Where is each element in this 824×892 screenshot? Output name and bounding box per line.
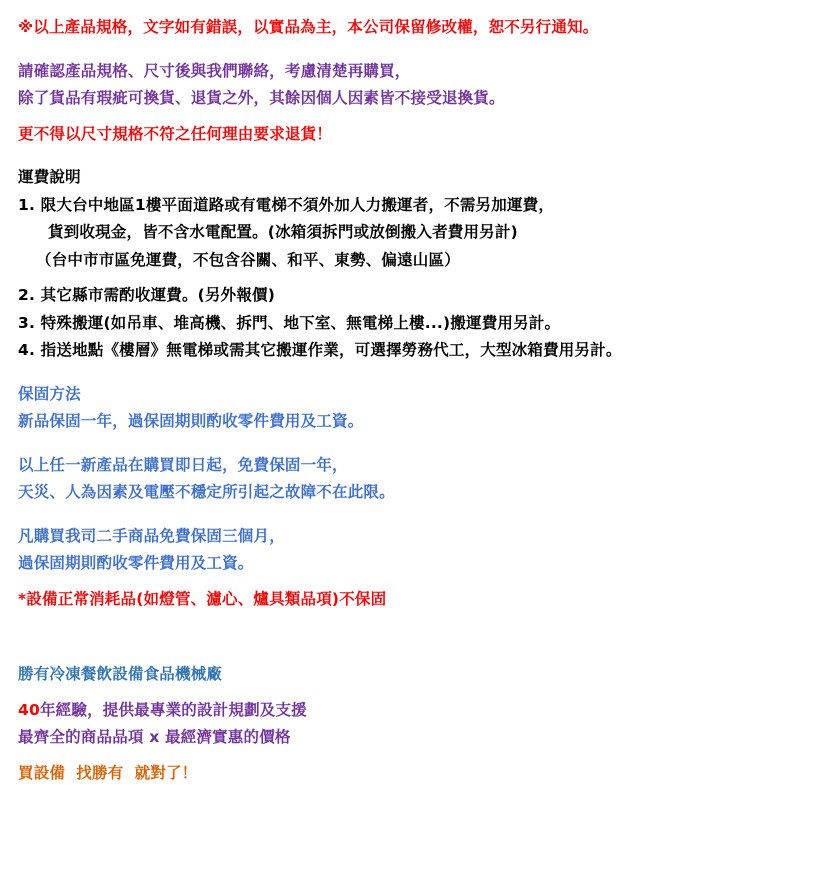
spacer-after-notice <box>0 36 824 64</box>
shipping-item-2: 2. 其它縣市需酌收運費。(另外報價) <box>18 286 276 304</box>
warranty-heading: 保固方法 <box>18 384 81 403</box>
shipping-item-1-line-3: （台中市市區免運費，不包含谷關、和平、東勢、偏遠山區） <box>36 250 460 269</box>
warranty-line-4: 凡購買我司二手商品免費保固三個月， <box>18 526 285 545</box>
top-spacer <box>0 0 824 20</box>
footer-company-name: 勝有冷凍餐飲設備食品機械廠 <box>18 665 223 683</box>
spacer-before-footer-2 <box>0 647 824 667</box>
footer-years-rest: 年經驗，提供最專業的設計規劃及支援 <box>39 700 307 719</box>
shipping-block <box>0 170 824 359</box>
footer-years-number: 40 <box>18 700 40 719</box>
warranty-line-6: *設備正常消耗品(如燈管、濾心、爐具類品項)不保固 <box>18 589 387 608</box>
confirm-line-1: 請確認產品規格、尺寸後與我們聯絡，考慮清楚再購買， <box>18 61 411 80</box>
confirm-line-2: 除了貨品有瑕疵可換貨、退貨之外，其餘因個人因素皆不接受退換貨。 <box>18 89 505 107</box>
spacer-after-shipping <box>0 359 824 387</box>
shipping-heading: 運費說明 <box>18 168 81 186</box>
confirm-block <box>0 61 824 143</box>
footer-gap-1 <box>18 683 824 703</box>
confirm-gap-2 <box>18 107 824 127</box>
shipping-item-1-line-1: 1. 限大台中地區1樓平面道路或有電梯不須外加人力搬運者，不需另加運費， <box>18 195 555 214</box>
spacer-before-footer <box>0 607 824 647</box>
shipping-item-1-line-2: 貨到收現金，皆不含水電配置。(冰箱須拆門或放倒搬入者費用另計) <box>48 223 518 241</box>
footer-gap-3 <box>18 746 824 766</box>
warranty-line-2: 以上任一新產品在購買即日起，免費保固一年， <box>18 455 348 474</box>
shipping-item-4: 4. 指送地點《樓層》無電梯或需其它搬運作業，可選擇勞務代工，大型冰箱費用另計。 <box>18 341 622 359</box>
shipping-gap-3 <box>18 268 824 288</box>
warranty-line-5: 過保固期則酌收零件費用及工資。 <box>18 554 254 572</box>
shipping-item-3: 3. 特殊搬運(如吊車、堆高機、拆門、地下室、無電梯上樓...)搬運費用另計。 <box>18 313 561 332</box>
spacer-after-confirm <box>0 142 824 170</box>
footer-tagline: 最齊全的商品品項 x 最經濟實惠的價格 <box>18 728 291 746</box>
footer-slogan: 買設備 找勝有 就對了！ <box>18 763 198 782</box>
warranty-line-1: 新品保固一年，過保固期則酌收零件費用及工資。 <box>18 412 364 430</box>
warranty-gap-5 <box>18 572 824 592</box>
warranty-gap-1 <box>18 430 824 458</box>
footer-experience <box>18 700 824 719</box>
confirm-line-3: 更不得以尺寸規格不符之任何理由要求退貨！ <box>18 124 333 143</box>
footer-block <box>0 667 824 781</box>
warranty-line-3: 天災、人為因素及電壓不穩定所引起之故障不在此限。 <box>18 483 395 501</box>
notice-line-1: ※以上產品規格，文字如有錯誤，以實品為主，本公司保留修改權，恕不另行通知。 <box>18 18 599 36</box>
warranty-block <box>0 384 824 608</box>
warranty-gap-3 <box>18 501 824 529</box>
notice-block <box>0 20 824 36</box>
